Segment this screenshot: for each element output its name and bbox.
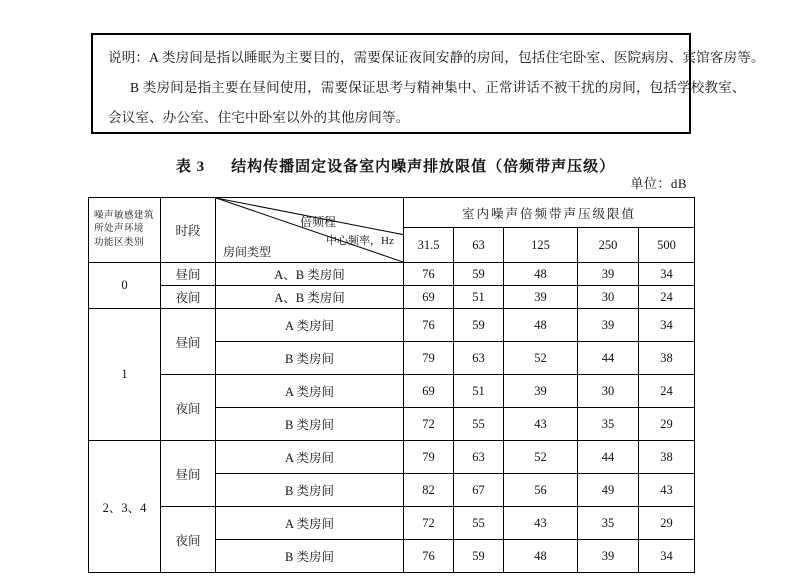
room-type-cell: B 类房间 <box>216 408 404 441</box>
table-row <box>89 441 695 474</box>
value-cell: 49 <box>578 474 639 507</box>
room-type-cell: B 类房间 <box>216 540 404 573</box>
value-cell: 52 <box>504 342 578 375</box>
value-cell: 56 <box>504 474 578 507</box>
value-cell: 63 <box>454 441 504 474</box>
value-cell: 24 <box>639 286 695 309</box>
notes-box <box>91 33 765 134</box>
table-caption-title: 结构传播固定设备室内噪声排放限值（倍频带声压级） <box>231 159 616 175</box>
value-cell: 69 <box>404 375 454 408</box>
table-row <box>89 309 695 342</box>
value-cell: 76 <box>404 309 454 342</box>
corner-header <box>89 198 161 263</box>
zone-cell: 0 <box>89 263 161 309</box>
value-cell: 43 <box>504 408 578 441</box>
value-cell: 51 <box>454 286 504 309</box>
period-header: 时段 <box>161 198 216 263</box>
note-line: 说明：A 类房间是指以睡眠为主要目的，需要保证夜间安静的房间，包括住宅卧室、医院病房、宾馆客房等。 <box>108 50 765 65</box>
diagonal-band-label: 倍频程 <box>300 215 337 229</box>
value-cell: 29 <box>639 507 695 540</box>
value-cell: 44 <box>578 342 639 375</box>
period-cell: 昼间 <box>161 309 216 375</box>
diagonal-header <box>216 198 404 263</box>
table-caption-number: 表 3 <box>175 159 206 175</box>
value-cell: 59 <box>454 309 504 342</box>
noise-limits-table <box>88 197 695 573</box>
value-cell: 30 <box>578 286 639 309</box>
value-cell: 34 <box>639 309 695 342</box>
value-cell: 48 <box>504 263 578 286</box>
band-header: 室内噪声倍频带声压级限值 <box>404 198 695 228</box>
value-cell: 76 <box>404 540 454 573</box>
value-cell: 30 <box>578 375 639 408</box>
value-cell: 59 <box>454 540 504 573</box>
corner-header-line: 噪声敏感建筑 <box>94 210 155 221</box>
value-cell: 39 <box>578 540 639 573</box>
table-row <box>89 507 695 540</box>
room-type-cell: B 类房间 <box>216 342 404 375</box>
room-type-cell: A 类房间 <box>216 441 404 474</box>
value-cell: 52 <box>504 441 578 474</box>
value-cell: 55 <box>454 408 504 441</box>
value-cell: 79 <box>404 441 454 474</box>
value-cell: 35 <box>578 507 639 540</box>
room-type-cell: A、B 类房间 <box>216 263 404 286</box>
freq-header: 31.5 <box>404 228 454 263</box>
value-cell: 38 <box>639 441 695 474</box>
value-cell: 39 <box>504 286 578 309</box>
value-cell: 59 <box>454 263 504 286</box>
value-cell: 43 <box>639 474 695 507</box>
table-row <box>89 286 695 309</box>
value-cell: 63 <box>454 342 504 375</box>
freq-header: 250 <box>578 228 639 263</box>
value-cell: 44 <box>578 441 639 474</box>
value-cell: 76 <box>404 263 454 286</box>
table-row <box>89 375 695 408</box>
room-type-cell: A 类房间 <box>216 309 404 342</box>
period-cell: 夜间 <box>161 507 216 573</box>
note-line: 会议室、办公室、住宅中卧室以外的其他房间等。 <box>108 110 410 125</box>
value-cell: 48 <box>504 540 578 573</box>
value-cell: 82 <box>404 474 454 507</box>
value-cell: 24 <box>639 375 695 408</box>
table-header-row <box>89 198 695 228</box>
room-type-cell: A 类房间 <box>216 375 404 408</box>
diagonal-center-freq-label: 中心频率，Hz <box>326 235 394 247</box>
corner-header-line: 所处声环境 <box>94 224 145 235</box>
value-cell: 34 <box>639 263 695 286</box>
value-cell: 29 <box>639 408 695 441</box>
room-type-cell: B 类房间 <box>216 474 404 507</box>
value-cell: 38 <box>639 342 695 375</box>
value-cell: 79 <box>404 342 454 375</box>
value-cell: 55 <box>454 507 504 540</box>
period-cell: 昼间 <box>161 263 216 286</box>
unit-label: 单位：dB <box>630 176 687 191</box>
value-cell: 39 <box>504 375 578 408</box>
room-type-cell: A、B 类房间 <box>216 286 404 309</box>
value-cell: 51 <box>454 375 504 408</box>
value-cell: 39 <box>578 263 639 286</box>
period-cell: 昼间 <box>161 441 216 507</box>
value-cell: 48 <box>504 309 578 342</box>
room-type-cell: A 类房间 <box>216 507 404 540</box>
freq-header: 500 <box>639 228 695 263</box>
note-line: B 类房间是指主要在昼间使用，需要保证思考与精神集中、正常讲话不被干扰的房间，包括学校教室、 <box>130 80 746 95</box>
zone-cell: 1 <box>89 309 161 441</box>
freq-header: 63 <box>454 228 504 263</box>
table-row <box>89 263 695 286</box>
value-cell: 69 <box>404 286 454 309</box>
period-cell: 夜间 <box>161 375 216 441</box>
freq-header: 125 <box>504 228 578 263</box>
zone-cell: 2、3、4 <box>89 441 161 573</box>
value-cell: 35 <box>578 408 639 441</box>
diagonal-room-label: 房间类型 <box>223 245 272 259</box>
value-cell: 72 <box>404 408 454 441</box>
value-cell: 67 <box>454 474 504 507</box>
value-cell: 72 <box>404 507 454 540</box>
corner-header-line: 功能区类别 <box>94 237 145 248</box>
period-cell: 夜间 <box>161 286 216 309</box>
value-cell: 39 <box>578 309 639 342</box>
value-cell: 34 <box>639 540 695 573</box>
value-cell: 43 <box>504 507 578 540</box>
